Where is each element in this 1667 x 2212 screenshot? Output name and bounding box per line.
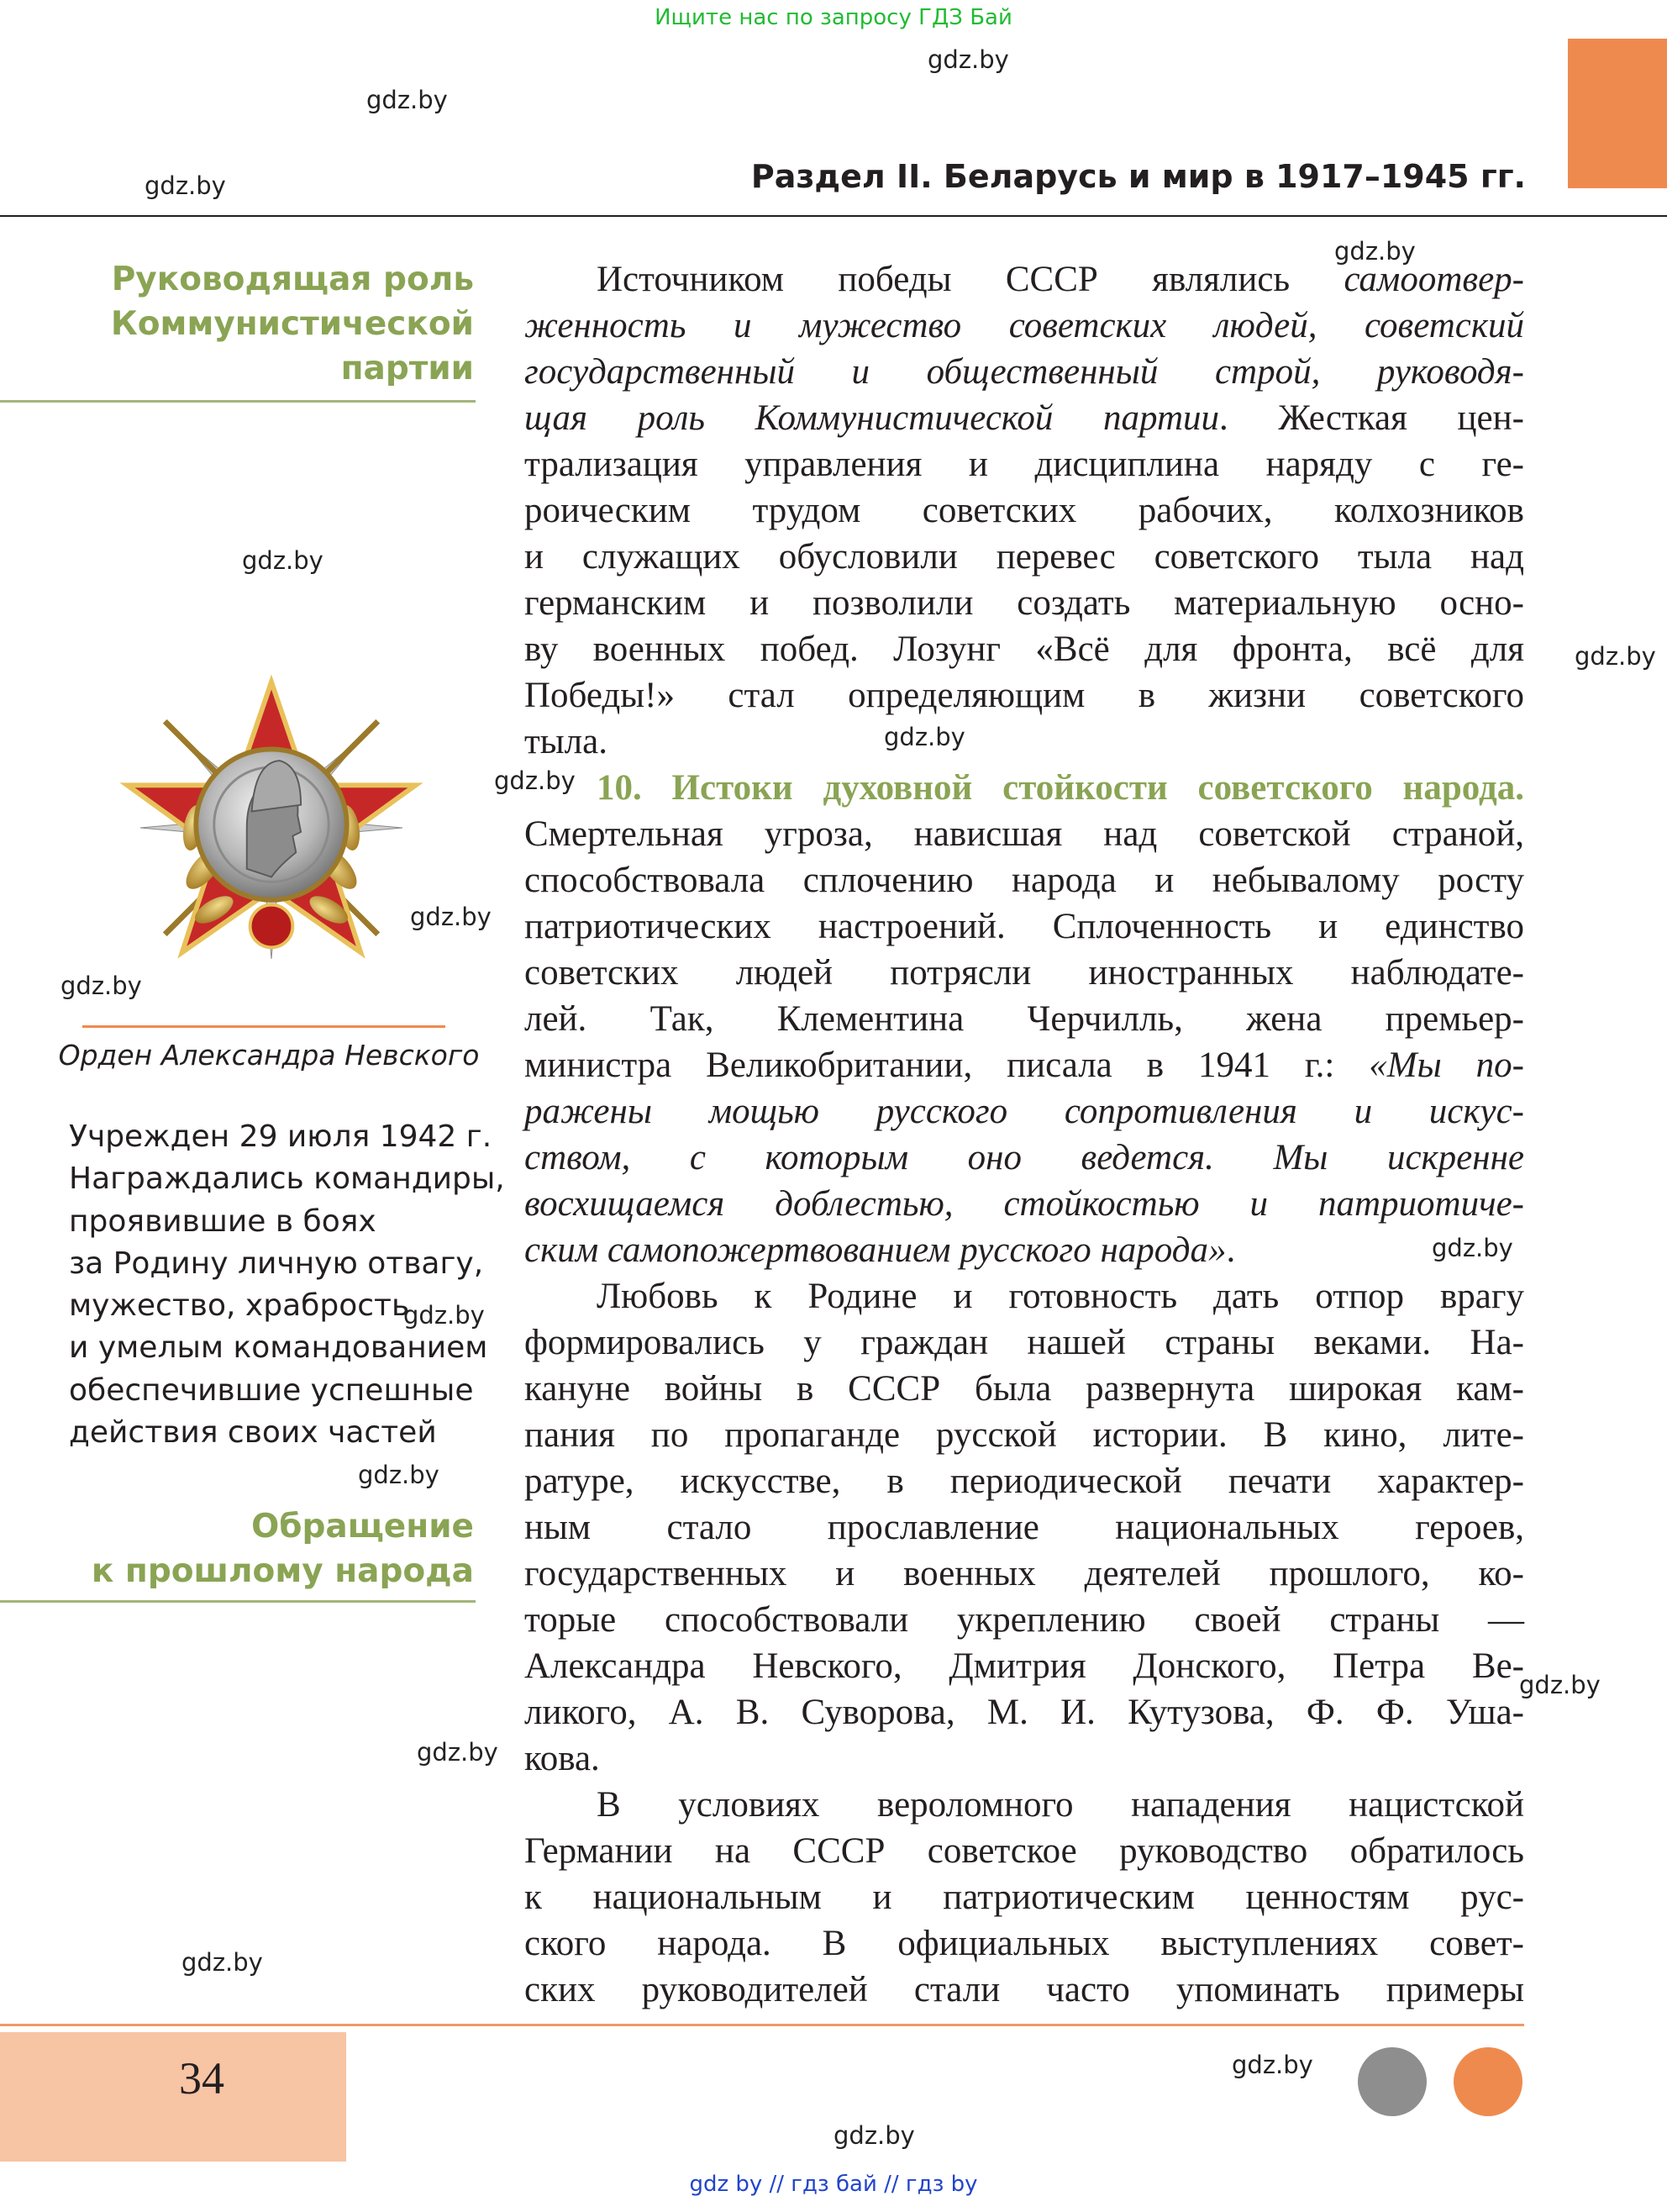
header-rule xyxy=(0,215,1667,217)
text-line: ным стало прославление национальных героев, xyxy=(524,1508,1524,1547)
text-line: кова. xyxy=(524,1739,600,1778)
text-line: к национальным и патриотическим ценностям рус- xyxy=(524,1878,1524,1917)
corner-tab xyxy=(1568,39,1667,188)
watermark: gdz.by xyxy=(884,723,965,751)
side-heading-past-of-people xyxy=(3,1504,474,1593)
main-text xyxy=(524,256,1524,2013)
text-line: германским и позволили создать материальную осно- xyxy=(524,583,1524,623)
emphasis: самоотвер- xyxy=(1344,260,1524,299)
text-line: ратуре, искусстве, в периодической печати характер- xyxy=(524,1462,1524,1501)
side-heading-line: партии xyxy=(340,350,474,387)
side-heading-line: к прошлому народа xyxy=(91,1552,474,1590)
medal-note-line: действия своих частей xyxy=(69,1415,437,1451)
footer-rule xyxy=(0,2024,1524,2026)
watermark: gdz.by xyxy=(366,86,448,114)
text-line: женность и мужество советских людей, советский xyxy=(524,306,1524,345)
text-run: . xyxy=(1226,1230,1236,1270)
caption-rule xyxy=(82,1025,445,1028)
text-line: ских руководителей стали часто упоминать примеры xyxy=(524,1970,1524,2009)
text-line: роическим трудом советских рабочих, колхозников xyxy=(524,491,1524,530)
text-line: государственных и военных деятелей прошлого, ко- xyxy=(524,1554,1524,1593)
text-line: государственный и общественный строй, руководя- xyxy=(524,352,1524,392)
side-heading-line: Обращение xyxy=(251,1508,474,1546)
text-line: лей. Так, Клементина Черчилль, жена премьер- xyxy=(524,999,1524,1039)
watermark: gdz.by xyxy=(1232,2051,1313,2079)
text-line xyxy=(524,1042,1524,1088)
side-heading-party-role xyxy=(3,257,474,391)
watermark: gdz.by xyxy=(834,2121,915,2150)
text-line: ву военных побед. Лозунг «Всё для фронта, всё для xyxy=(524,629,1524,669)
section-header: Раздел II. Беларусь и мир в 1917–1945 гг. xyxy=(750,158,1526,195)
paragraph-spiritual-resilience xyxy=(524,765,1524,1273)
text-line: ского народа. В официальных выступлениях совет- xyxy=(524,1924,1524,1963)
quote: «Мы по- xyxy=(1369,1045,1524,1085)
emphasis: щая роль Коммунистической партии xyxy=(524,398,1220,438)
text-line: кануне войны в СССР была развернута широкая кам- xyxy=(524,1369,1524,1409)
text-line: Победы!» стал определяющим в жизни советского xyxy=(524,676,1524,715)
side-heading-line: Руководящая роль xyxy=(111,261,474,298)
text-line: Любовь к Родине и готовность дать отпор врагу xyxy=(597,1277,1524,1316)
paragraph-national-values xyxy=(524,1782,1524,2013)
text-line xyxy=(524,395,1524,441)
orange-dot-decoration xyxy=(1454,2047,1522,2116)
quote: ским самопожертвованием русского народа» xyxy=(524,1230,1227,1270)
text-line: восхищаемся доблестью, стойкостью и патриотиче- xyxy=(524,1184,1524,1224)
watermark: gdz.by xyxy=(1432,1234,1513,1262)
text-line: ством, с которым оно ведется. Мы искренне xyxy=(524,1138,1524,1177)
watermark: gdz.by xyxy=(1334,237,1416,266)
text-line xyxy=(524,1227,1524,1273)
side-heading-rule xyxy=(0,400,476,403)
watermark: gdz.by xyxy=(410,903,492,931)
text-line: В условиях вероломного нападения нацистской xyxy=(597,1785,1524,1825)
paragraph-victory-sources xyxy=(524,256,1524,765)
watermark: gdz.by xyxy=(928,45,1009,74)
watermark: gdz.by xyxy=(1575,642,1656,671)
page-number: 34 xyxy=(179,2053,224,2104)
text-run: Источником победы СССР являлись xyxy=(597,260,1344,299)
side-heading-line: Коммунистической xyxy=(110,305,474,343)
watermark: gdz.by xyxy=(1519,1671,1601,1699)
watermark: gdz.by xyxy=(417,1738,498,1767)
watermark: gdz.by xyxy=(494,766,576,795)
medal-note-line: и умелым командованием xyxy=(69,1330,488,1366)
medal-note-line: Награждались командиры, xyxy=(69,1161,505,1197)
text-line: способствовала сплочению народа и небывалому росту xyxy=(524,861,1524,900)
bottom-links[interactable]: gdz by // гдз бай // гдз by xyxy=(689,2172,978,2197)
text-line: ликого, А. В. Суворова, М. И. Кутузова, Ф. Ф. Уша- xyxy=(524,1693,1524,1732)
text-run: министра Великобритании, писала в 1941 г.: xyxy=(524,1045,1370,1085)
text-line: Александра Невского, Дмитрия Донского, Петра Ве- xyxy=(524,1646,1524,1686)
text-line: и служащих обусловили перевес советского тыла над xyxy=(524,537,1524,577)
text-line: Смертельная угроза, нависшая над советской страной, xyxy=(524,814,1524,854)
gray-dot-decoration xyxy=(1358,2047,1427,2116)
text-line: формировались у граждан нашей страны веками. На- xyxy=(524,1323,1524,1362)
text-line: Германии на СССР советское руководство обратилось xyxy=(524,1831,1524,1871)
medal-note-line: проявившие в боях xyxy=(69,1203,376,1239)
medal-note-line: Учрежден 29 июля 1942 г. xyxy=(69,1119,492,1154)
medal-note xyxy=(69,1116,506,1454)
medal-note-line: за Родину личную отвагу, xyxy=(69,1246,484,1281)
side-heading-rule xyxy=(0,1600,476,1603)
section-title: 10. Истоки духовной стойкости советского народа. xyxy=(597,768,1524,808)
text-line: советских людей потрясли иностранных наблюдате- xyxy=(524,953,1524,993)
medal-note-line: мужество, храбрость xyxy=(69,1288,410,1324)
watermark: gdz.by xyxy=(60,972,142,1000)
watermark: gdz.by xyxy=(242,546,323,575)
text-line: тыла. xyxy=(524,722,607,761)
watermark: gdz.by xyxy=(181,1948,263,1977)
text-line: пания по пропаганде русской истории. В кино, лите- xyxy=(524,1415,1524,1455)
text-line: торые способствовали укреплению своей страны — xyxy=(524,1600,1524,1640)
watermark: gdz.by xyxy=(358,1461,439,1489)
watermark: gdz.by xyxy=(145,171,226,200)
watermark: gdz.by xyxy=(403,1301,485,1330)
text-line: патриотических настроений. Сплоченность и единство xyxy=(524,907,1524,946)
paragraph-love-of-motherland xyxy=(524,1273,1524,1782)
medal-hammer-sickle xyxy=(250,905,293,948)
top-banner[interactable]: Ищите нас по запросу ГДЗ Бай xyxy=(655,5,1012,30)
text-line: ражены мощью русского сопротивления и искус- xyxy=(524,1092,1524,1131)
text-run: . Жесткая цен- xyxy=(1219,398,1524,438)
medal-caption: Орден Александра Невского xyxy=(58,1039,480,1072)
medal-note-line: обеспечившие успешные xyxy=(69,1372,474,1408)
text-line: трализация управления и дисциплина наряду с ге- xyxy=(524,445,1524,484)
order-of-alexander-nevsky-image xyxy=(108,664,435,992)
